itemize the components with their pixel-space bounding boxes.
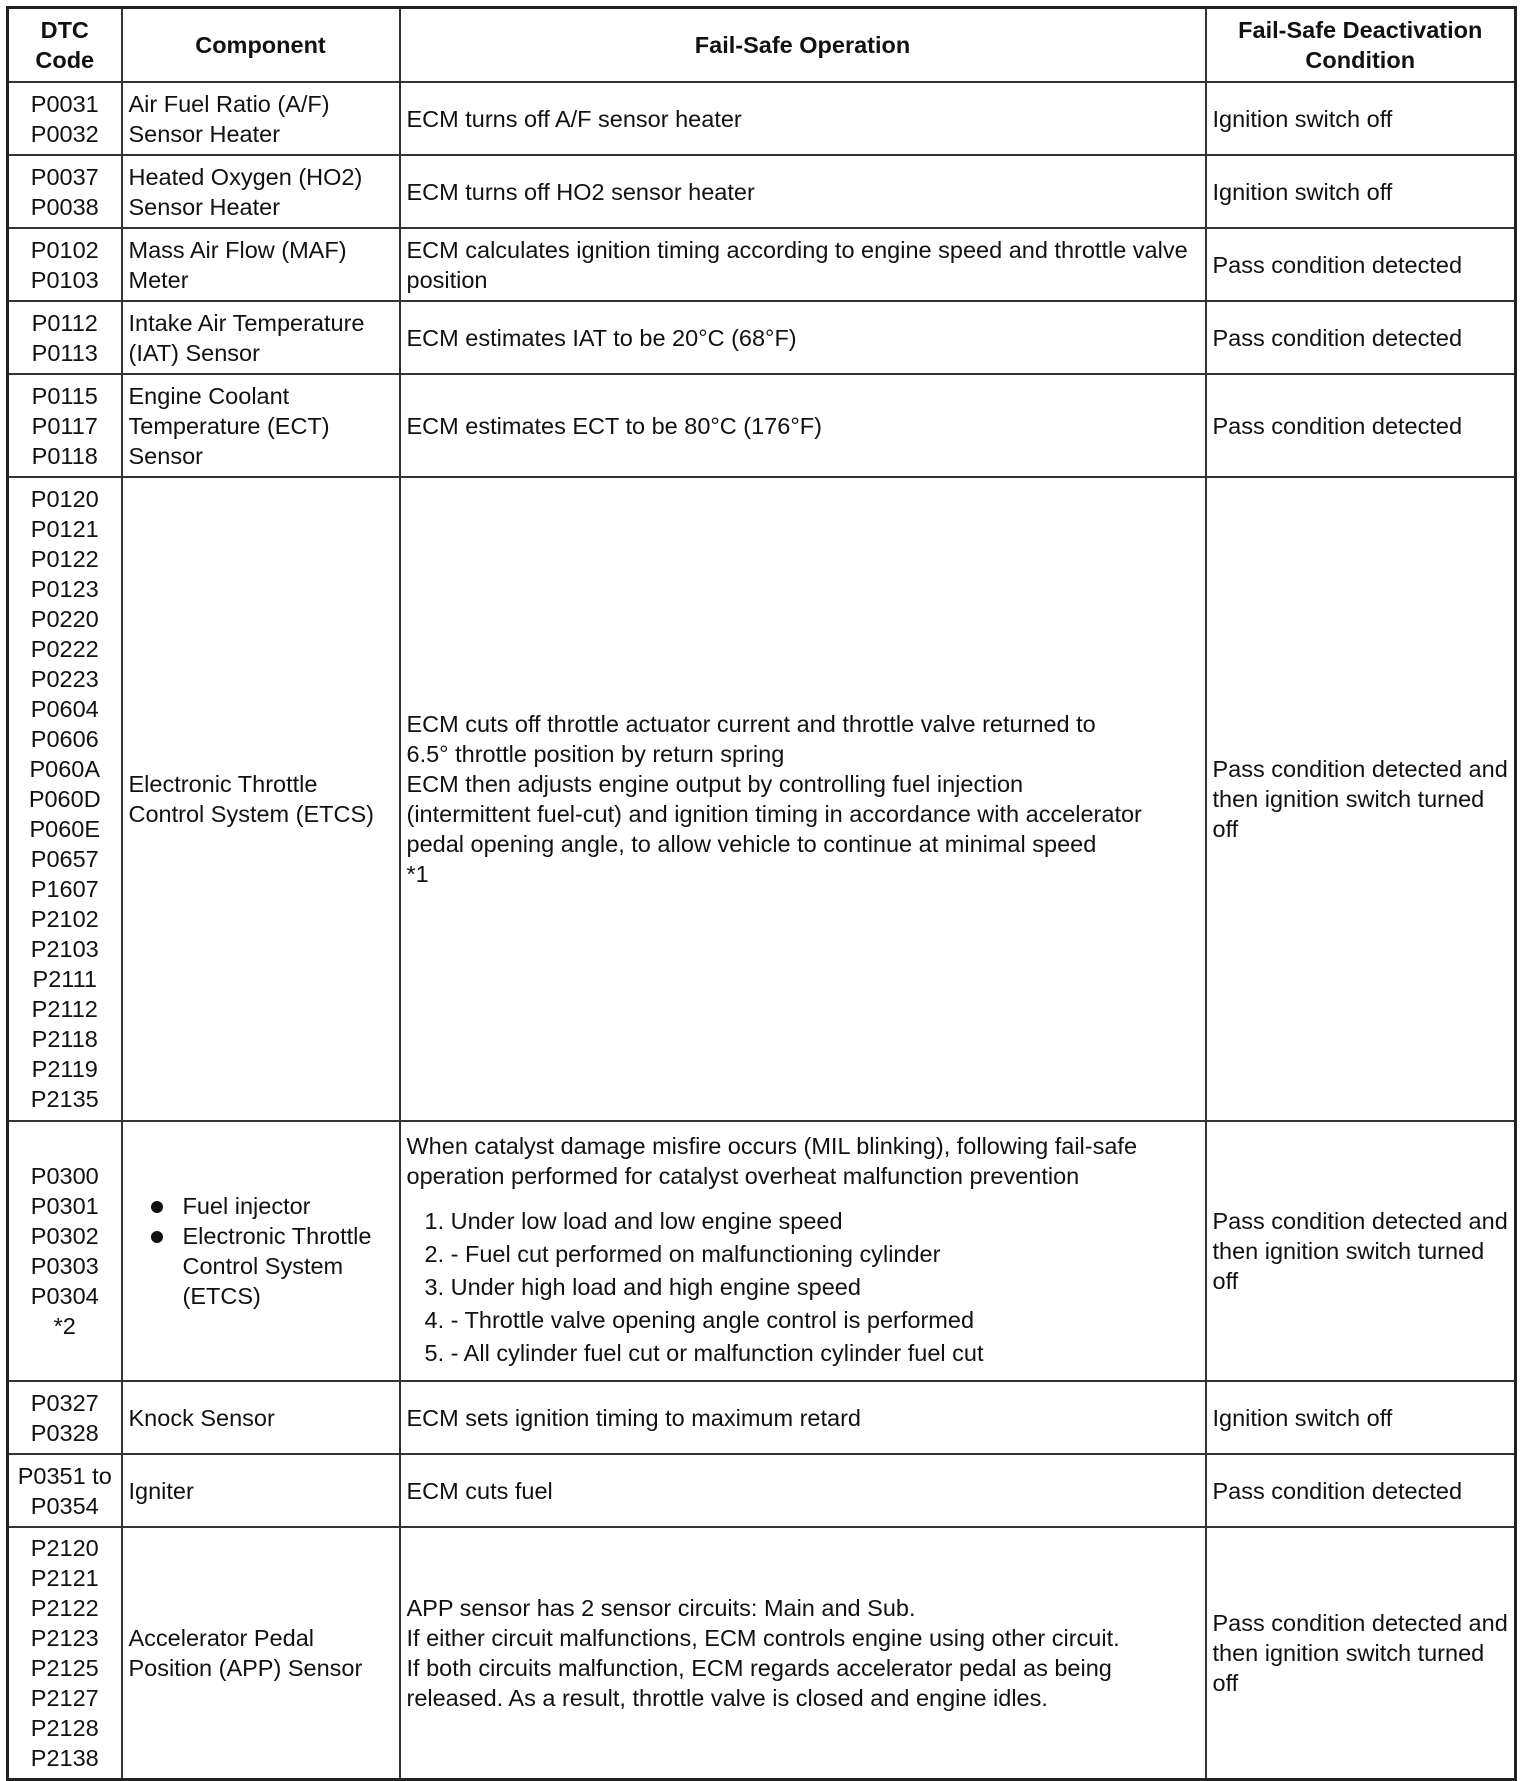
table-row [8, 374, 1516, 477]
dtc-code: P0604 [30, 696, 99, 722]
dtc-code: P0300 [30, 1163, 99, 1189]
dtc-code: P2122 [30, 1594, 99, 1621]
dtc-code: P2120 [30, 1534, 99, 1561]
dtc-code: P0304 [30, 1283, 99, 1309]
component-cell: Engine Coolant Temperature (ECT) Sensor [122, 374, 400, 477]
operation-steps [407, 1205, 1199, 1370]
deactivation-cell: Ignition switch off [1206, 82, 1516, 155]
table-row [8, 82, 1516, 155]
table-row [8, 1527, 1516, 1779]
operation-cell: ECM estimates ECT to be 80°C (176°F) [400, 374, 1206, 477]
dtc-code-cell [8, 1381, 122, 1454]
dtc-code: P0115 [31, 382, 98, 409]
component-cell: Electronic Throttle Control System (ETCS) [122, 477, 400, 1121]
operation-line: (intermittent fuel-cut) and ignition timing in accordance with accelerator [406, 801, 1142, 827]
dtc-code-cell [8, 1454, 122, 1527]
operation-line: pedal opening angle, to allow vehicle to continue at minimal speed [406, 831, 1097, 857]
table-row [8, 228, 1516, 301]
list-item: 1. Under low load and low engine speed [424, 1207, 843, 1234]
dtc-code: P2123 [30, 1624, 99, 1651]
header-dtc-code: DTC Code [8, 8, 122, 83]
dtc-code: P2118 [31, 1026, 98, 1052]
operation-line: ECM then adjusts engine output by controlling fuel injection [406, 771, 1024, 797]
deactivation-cell: Pass condition detected and then ignition switch turned off [1206, 1121, 1516, 1381]
operation-cell [400, 1121, 1206, 1381]
dtc-code: P0327 [30, 1389, 99, 1416]
component-cell: Mass Air Flow (MAF) Meter [122, 228, 400, 301]
dtc-code: P0120 [30, 486, 99, 512]
component-cell: Air Fuel Ratio (A/F) Sensor Heater [122, 82, 400, 155]
header-fail-safe-operation: Fail-Safe Operation [400, 8, 1206, 83]
dtc-code: P0328 [30, 1419, 99, 1446]
deactivation-cell: Pass condition detected [1206, 228, 1516, 301]
dtc-code: P2138 [30, 1744, 99, 1771]
dtc-code: P0302 [30, 1223, 99, 1249]
component-cell: Heated Oxygen (HO2) Sensor Heater [122, 155, 400, 228]
deactivation-cell: Ignition switch off [1206, 155, 1516, 228]
dtc-code: P0038 [30, 193, 99, 220]
dtc-code: P2103 [30, 936, 99, 962]
dtc-code: P0657 [30, 846, 99, 872]
dtc-code: P0354 [30, 1492, 99, 1519]
deactivation-cell: Pass condition detected [1206, 301, 1516, 374]
operation-cell: ECM calculates ignition timing according to engine speed and throttle valve position [400, 228, 1206, 301]
dtc-code: P0031 [30, 90, 99, 117]
component-cell: Intake Air Temperature (IAT) Sensor [122, 301, 400, 374]
dtc-code: P2111 [32, 966, 97, 992]
dtc-code: P0102 [30, 236, 99, 263]
dtc-code: P2112 [31, 996, 98, 1022]
dtc-code: P0103 [30, 266, 99, 293]
dtc-code: P0117 [31, 412, 98, 439]
dtc-code: P0122 [30, 546, 99, 572]
dtc-code: P0220 [30, 606, 99, 632]
list-item: 5. - All cylinder fuel cut or malfunction cylinder fuel cut [424, 1339, 984, 1366]
header-deactivation-condition: Fail-Safe Deactivation Condition [1206, 8, 1516, 83]
deactivation-cell: Pass condition detected and then ignition switch turned off [1206, 1527, 1516, 1779]
dtc-code-cell [8, 155, 122, 228]
component-cell: Knock Sensor [122, 1381, 400, 1454]
operation-cell: ECM sets ignition timing to maximum retard [400, 1381, 1206, 1454]
dtc-code-cell [8, 374, 122, 477]
list-item: 2. - Fuel cut performed on malfunctioning cylinder [424, 1240, 941, 1267]
list-item: 4. - Throttle valve opening angle control is performed [424, 1306, 975, 1333]
component-list [129, 1191, 393, 1311]
operation-cell: ECM turns off A/F sensor heater [400, 82, 1206, 155]
dtc-code: P2121 [30, 1564, 99, 1591]
deactivation-cell: Pass condition detected [1206, 374, 1516, 477]
operation-cell: ECM estimates IAT to be 20°C (68°F) [400, 301, 1206, 374]
dtc-code-cell [8, 477, 122, 1121]
dtc-code: P0222 [30, 636, 99, 662]
dtc-code: P2128 [30, 1714, 99, 1741]
table-row [8, 301, 1516, 374]
header-component: Component [122, 8, 400, 83]
table-row [8, 1454, 1516, 1527]
dtc-code: P060A [29, 756, 101, 782]
dtc-code: P2135 [30, 1086, 99, 1112]
list-item: Electronic Throttle Control System (ETCS) [129, 1221, 393, 1311]
operation-cell [400, 1527, 1206, 1779]
operation-line: released. As a result, throttle valve is closed and engine idles. [406, 1684, 1048, 1711]
dtc-code: P1607 [30, 876, 99, 902]
dtc-code: P060D [28, 786, 101, 812]
dtc-code-cell [8, 1121, 122, 1381]
dtc-code-cell [8, 228, 122, 301]
header-row [8, 8, 1516, 83]
dtc-code: P0113 [31, 339, 98, 366]
dtc-code: P2102 [30, 906, 99, 932]
list-item: 3. Under high load and high engine speed [424, 1273, 861, 1300]
component-cell: Accelerator Pedal Position (APP) Sensor [122, 1527, 400, 1779]
dtc-code: P2119 [31, 1056, 98, 1082]
dtc-code-cell [8, 82, 122, 155]
dtc-code: P060E [29, 816, 101, 842]
dtc-code: P0112 [31, 309, 98, 336]
deactivation-cell: Pass condition detected [1206, 1454, 1516, 1527]
dtc-code: P0121 [30, 516, 99, 542]
operation-line: If both circuits malfunction, ECM regards accelerator pedal as being [406, 1654, 1112, 1681]
dtc-code: P0032 [30, 120, 99, 147]
table-row [8, 1121, 1516, 1381]
footnote-ref: *1 [406, 861, 429, 887]
dtc-code-cell [8, 301, 122, 374]
operation-intro: When catalyst damage misfire occurs (MIL blinking), following fail-safe operation performed for catalyst overheat malfunction prevention [406, 1132, 1138, 1189]
footnote-ref: *2 [53, 1313, 76, 1339]
table-row [8, 1381, 1516, 1454]
dtc-code: P2127 [30, 1684, 99, 1711]
deactivation-cell: Pass condition detected and then ignition switch turned off [1206, 477, 1516, 1121]
component-cell [122, 1121, 400, 1381]
component-cell: Igniter [122, 1454, 400, 1527]
dtc-code: P0118 [31, 442, 98, 469]
dtc-code: P0303 [30, 1253, 99, 1279]
operation-cell [400, 477, 1206, 1121]
dtc-code: P2125 [30, 1654, 99, 1681]
dtc-code: P0351 to [17, 1462, 112, 1489]
operation-line: If either circuit malfunctions, ECM controls engine using other circuit. [406, 1624, 1120, 1651]
operation-line: APP sensor has 2 sensor circuits: Main and Sub. [406, 1594, 916, 1621]
dtc-code: P0301 [30, 1193, 99, 1219]
operation-line: 6.5° throttle position by return spring [406, 741, 785, 767]
table-row [8, 477, 1516, 1121]
dtc-code-cell [8, 1527, 122, 1779]
operation-line: ECM cuts off throttle actuator current and throttle valve returned to [406, 711, 1096, 737]
table-row [8, 155, 1516, 228]
dtc-code: P0223 [30, 666, 99, 692]
deactivation-cell: Ignition switch off [1206, 1381, 1516, 1454]
list-item: Fuel injector [129, 1191, 393, 1221]
dtc-code: P0606 [30, 726, 99, 752]
dtc-code: P0037 [30, 163, 99, 190]
operation-cell: ECM turns off HO2 sensor heater [400, 155, 1206, 228]
operation-cell: ECM cuts fuel [400, 1454, 1206, 1527]
fail-safe-table [6, 6, 1517, 1781]
dtc-code: P0123 [30, 576, 99, 602]
